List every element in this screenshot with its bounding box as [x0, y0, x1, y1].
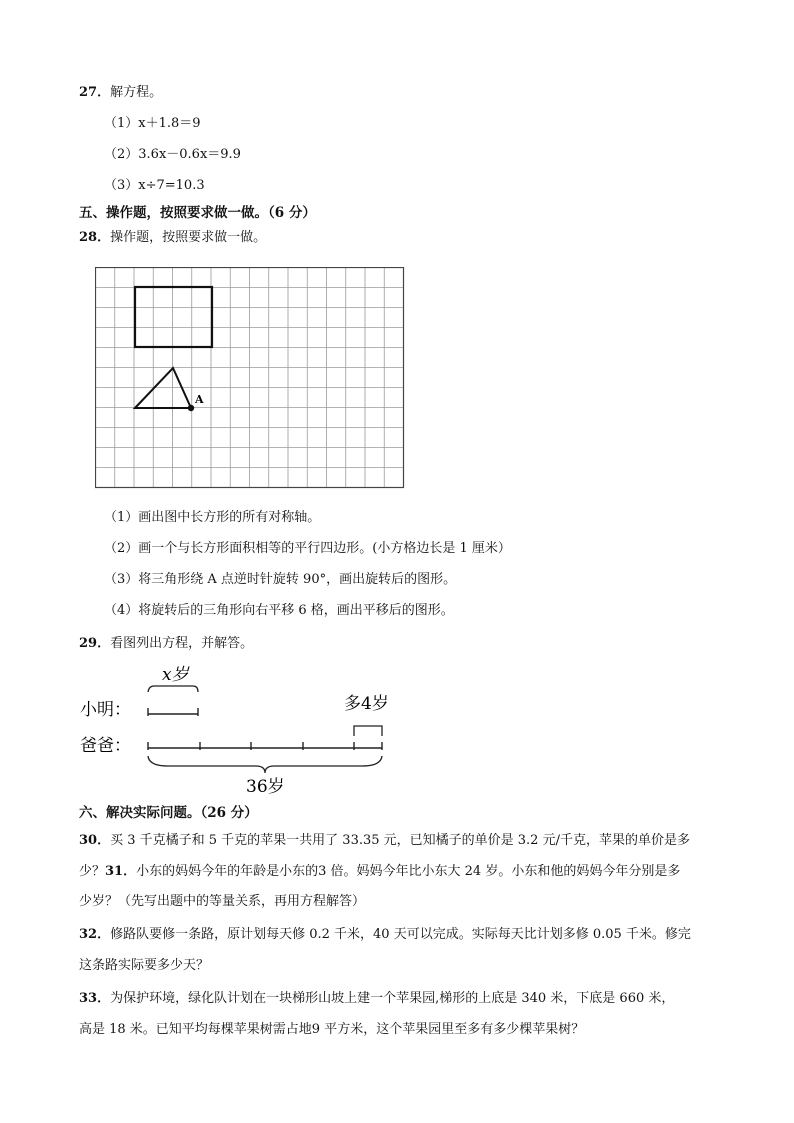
q31-line-2: 少岁？（先写出题中的等量关系，再用方程解答）: [79, 894, 366, 909]
q27-number: 27．: [79, 85, 111, 100]
q29-title: 看图列出方程，并解答。: [110, 636, 254, 651]
rectangle-shape: [135, 287, 212, 347]
q27-title: 解方程。: [110, 85, 163, 100]
q28-number: 28．: [79, 230, 111, 245]
q28-title: 操作题，按照要求做一做。: [110, 230, 267, 245]
q31-text-1: 小东的妈妈今年的年龄是小东的3 倍。妈妈今年比小东大 24 岁。小东和他的妈妈今年分别是多: [136, 864, 681, 879]
q32-line-2: 这条路实际要多少天？: [79, 958, 210, 973]
q30-number: 30．: [79, 833, 111, 848]
total-brace: [148, 756, 382, 773]
q31-number: 31．: [105, 864, 137, 879]
grid-lines: [96, 268, 404, 488]
q29-heading: [79, 635, 253, 653]
q29-number: 29．: [79, 636, 111, 651]
point-a: [188, 405, 194, 411]
q32-line-1: [79, 926, 691, 944]
xiaoming-label: 小明：: [80, 700, 131, 720]
q33-line-1: [79, 990, 674, 1008]
x-brace: [148, 686, 198, 692]
q27-item-3: （3）x÷7=10.3: [104, 178, 205, 193]
more-bracket: [354, 726, 382, 736]
total-36-label: 36岁: [246, 777, 285, 797]
q28-task-1: （1）画出图中长方形的所有对称轴。: [104, 510, 321, 525]
line-segment-diagram: [78, 660, 398, 804]
section-5-title: 五、操作题，按照要求做一做。（6 分）: [79, 205, 316, 221]
q30-text-1: 买 3 千克橘子和 5 千克的苹果一共用了 33.35 元，已知橘子的单价是 3.2 元/千克，苹果的单价是多: [110, 833, 690, 848]
q30-text-2: 少？: [79, 864, 106, 879]
q32-number: 32．: [79, 927, 111, 942]
q27-heading: [79, 84, 162, 102]
grid-svg: [95, 267, 407, 493]
triangle-shape: [135, 368, 191, 408]
section-6-title: 六、解决实际问题。（26 分）: [79, 805, 258, 821]
q28-heading: [79, 229, 266, 247]
q28-task-3: （3）将三角形绕 A 点逆时针旋转 90°，画出旋转后的图形。: [104, 572, 457, 587]
diagram-svg: [78, 660, 398, 800]
q28-task-4: （4）将旋转后的三角形向右平移 6 格，画出平移后的图形。: [104, 603, 454, 618]
point-a-label: A: [195, 393, 204, 406]
more-4-label: 多4岁: [344, 694, 389, 714]
q32-text-1: 修路队要修一条路，原计划每天修 0.2 千米，40 天可以完成。实际每天比计划多修 0.05 千米。修完: [110, 927, 691, 942]
q30-line-1: [79, 832, 690, 850]
q33-text-1: 为保护环境，绿化队计划在一块梯形山坡上建一个苹果园,梯形的上底是 340 米，下底是 660 米，: [110, 991, 675, 1006]
q27-item-1: （1）x＋1.8＝9: [104, 116, 201, 131]
baba-label: 爸爸：: [80, 736, 131, 756]
q27-item-2: （2）3.6x－0.6x＝9.9: [104, 147, 241, 162]
q30-line-2: [79, 863, 680, 881]
x-age-label: x岁: [162, 665, 189, 685]
q33-line-2: 高是 18 米。已知平均每棵苹果树需占地9 平方米，这个苹果园里至多有多少棵苹果树？: [79, 1022, 585, 1037]
grid-figure: [95, 267, 407, 497]
q33-number: 33．: [79, 991, 111, 1006]
q28-task-2: （2）画一个与长方形面积相等的平行四边形。(小方格边长是 1 厘米）: [104, 541, 511, 556]
